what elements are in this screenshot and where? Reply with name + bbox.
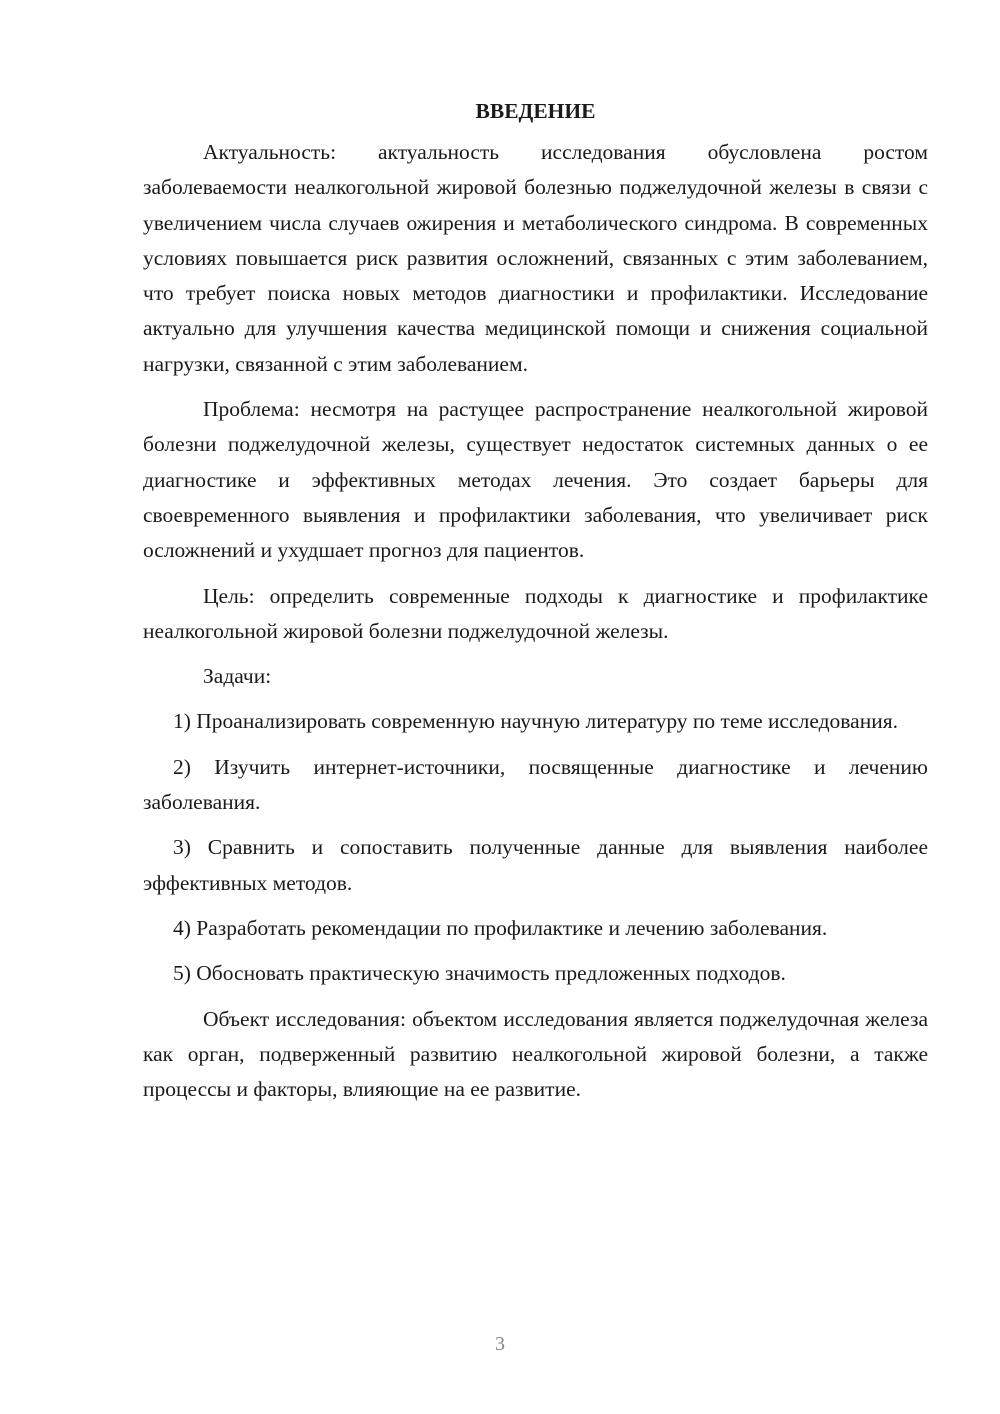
tasks-heading: Задачи: bbox=[203, 664, 272, 689]
goal-paragraph: Цель: определить современные подходы к диагностике и профилактике неалкогольной жировой болезни поджелудочной железы. bbox=[143, 583, 928, 643]
problem-paragraph: Проблема: несмотря на растущее распространение неалкогольной жировой болезни поджелудочной железы, существует недостаток системных данных о ее диагностике и эффективных методах лечения. Это создает барьеры для своевременного выявления и профилактики заболевания, что увеличивает риск осложнений и ухудшает прогноз для пациентов. bbox=[143, 397, 928, 563]
task-item: 4) Разработать рекомендации по профилактике и лечению заболевания. bbox=[173, 915, 828, 940]
object-paragraph: Объект исследования: объектом исследования является поджелудочная железа как орган, подверженный развитию неалкогольной жировой болезни, а также процессы и факторы, влияющие на ее развитие. bbox=[143, 1006, 928, 1102]
document-page bbox=[143, 95, 928, 1117]
task-item: 3) Сравнить и сопоставить полученные данные для выявления наиболее эффективных методов. bbox=[143, 835, 928, 895]
task-item: 2) Изучить интернет-источники, посвященные диагностике и лечению заболевания. bbox=[143, 754, 928, 815]
section-heading: ВВЕДЕНИЕ bbox=[475, 99, 596, 123]
page-number: 3 bbox=[495, 1333, 505, 1355]
task-item: 1) Проанализировать современную научную литературу по теме исследования. bbox=[173, 709, 898, 734]
task-item: 5) Обосновать практическую значимость предложенных подходов. bbox=[173, 961, 786, 986]
relevance-paragraph: Актуальность: актуальность исследования обусловлена ростом заболеваемости неалкогольной жировой болезнью поджелудочной железы в связи с увеличением числа случаев ожирения и метаболического синдрома. В современных условиях повышается риск развития осложнений, связанных с этим заболеванием, что требует поиска новых методов диагностики и профилактики. Исследование актуально для улучшения качества медицинской помощи и снижения социальной нагрузки, связанной с этим заболеванием. bbox=[143, 140, 928, 376]
